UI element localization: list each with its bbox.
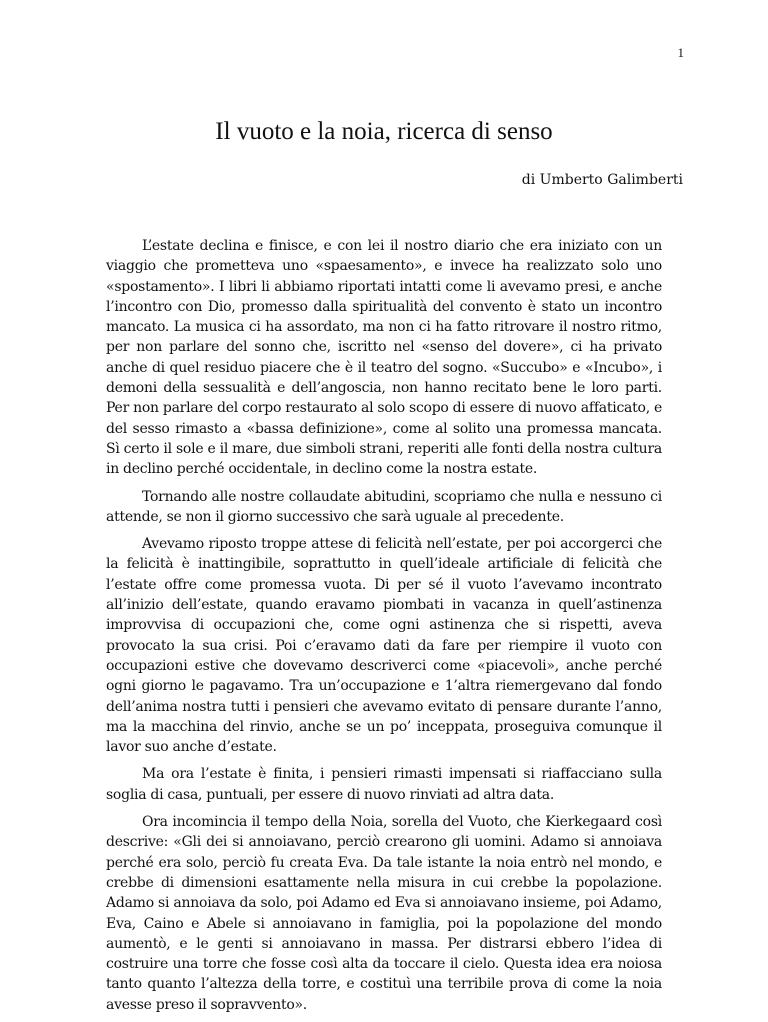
- author-byline: di Umberto Galimberti: [521, 172, 683, 188]
- article-body: [106, 236, 662, 1022]
- page-number: 1: [677, 45, 684, 60]
- paragraph-5: Ora incomincia il tempo della Noia, sorella del Vuoto, che Kierkegaard così descrive: «Gli dei si annoiavano, perciò crearono gli uomini. Adamo si annoiava perché era solo, perciò fu creata Eva. Da tale istante la noia entrò nel mondo, e crebbe di dimensioni esattamente nella misura in cui crebbe la popolazione. Adamo si annoiava da solo, poi Adamo ed Eva si annoiavano insieme, poi Adamo, Eva, Caino e Abele si annoiavano in famiglia, poi la popolazione del mondo aumentò, e le genti si annoiavano in massa. Per distrarsi ebbero l’idea di costruire una torre che fosse così alta da toccare il cielo. Questa idea era noiosa tanto quanto l’altezza della torre, e costituì una terribile prova di come la noia avesse preso il sopravvento».: [106, 814, 662, 1013]
- paragraph-4: Ma ora l’estate è finita, i pensieri rimasti impensati si riaffacciano sulla soglia di casa, puntuali, per essere di nuovo rinviati ad altra data.: [106, 766, 662, 803]
- paragraph-3: Avevamo riposto troppe attese di felicità nell’estate, per poi accorgerci che la felicità è inattingibile, soprattutto in quell’ideale artificiale di felicità che l’estate offre come promessa vuota. Di per sé il vuoto l’avevamo incontrato all’inizio dell’estate, quando eravamo piombati in vacanza in quell’astinenza improvvisa di occupazioni che, come ogni astinenza che si rispetti, aveva provocato la sua crisi. Poi c’eravamo dati da fare per riempire il vuoto con occupazioni estive che dovevamo descriverci come «piacevoli», anche perché ogni giorno le pagavamo. Tra un’occupazione e 1’altra riemergevano dal fondo dell’anima nostra tutti i pensieri che avevamo evitato di pensare durante l’anno, ma la macchina del rinvio, anche se un po’ inceppata, proseguiva comunque il lavor suo anche d’estate.: [106, 536, 662, 756]
- paragraph-2: Tornando alle nostre collaudate abitudini, scopriamo che nulla e nessuno ci attende, se non il giorno successivo che sarà uguale al precedente.: [106, 488, 662, 525]
- page-title: Il vuoto e la noia, ricerca di senso: [215, 118, 553, 145]
- paragraph-1: L’estate declina e finisce, e con lei il nostro diario che era iniziato con un viaggio che prometteva uno «spaesamento», e invece ha realizzato solo uno «spostamento». I libri li abbiamo riportati intatti come li avevamo presi, e anche l’incontro con Dio, promesso dalla spiritualità del convento è stato un incontro mancato. La musica ci ha assordato, ma non ci ha fatto ritrovare il nostro ritmo, per non parlare del sonno che, iscritto nel «senso del dovere», ci ha privato anche di quel residuo piacere che è il teatro del sogno. «Succubo» e «Incubo», i demoni della sessualità e dell’angoscia, non hanno recitato bene le loro parti. Per non parlare del corpo restaurato al solo scopo di essere di nuovo affaticato, e del sesso rimasto a «bassa definizione», come al solito una promessa mancata. Sì certo il sole e il mare, due simboli strani, reperiti alle fonti della nostra cultura in declino perché occidentale, in declino come la nostra estate.: [106, 238, 662, 478]
